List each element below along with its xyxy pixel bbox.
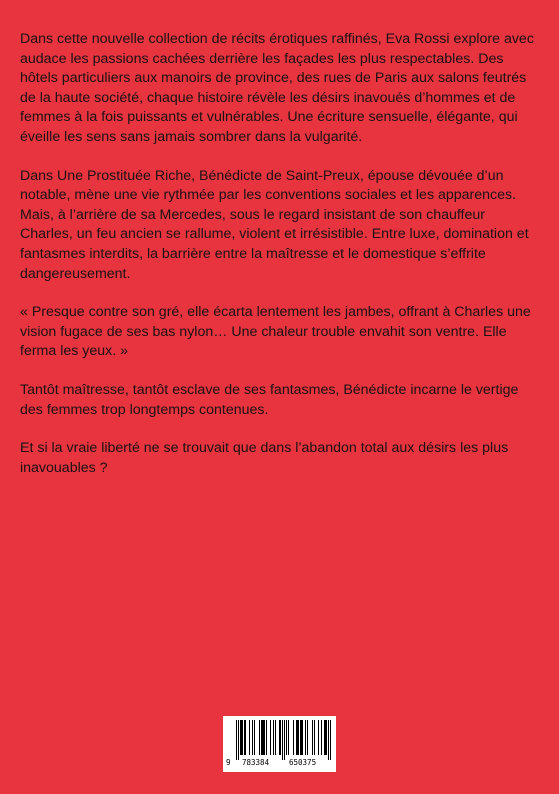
barcode-bar bbox=[286, 720, 287, 755]
barcode-bar bbox=[236, 720, 237, 760]
barcode-bar bbox=[326, 720, 327, 755]
blurb-paragraph-quote: « Presque contre son gré, elle écarta lentement les jambes, offrant à Charles une vision fugace de ses bas nylon… Une chaleur trouble envahit son ventre. Elle ferma les yeux. » bbox=[20, 304, 531, 360]
barcode-bars bbox=[223, 716, 336, 760]
barcode-bar bbox=[325, 720, 326, 755]
blurb-paragraph-synopsis: Dans Une Prostituée Riche, Bénédicte de Saint-Preux, épouse dévouée d’un notable, mène une vie rythmée par les conventions sociales et les apparences. Mais, à l’arrière de sa Mercedes, sous le regard insistant de son chauffeur Charles, un feu ancien se rallume, violent et irrésistible. Entre luxe, domination et fantasmes interdits, la barrière entre la maîtresse et le domestique s’effrite dangereusement. bbox=[20, 167, 529, 282]
barcode-bar bbox=[307, 720, 308, 755]
barcode-bar bbox=[293, 720, 294, 755]
barcode-bar bbox=[296, 720, 297, 755]
barcode-bar bbox=[288, 720, 289, 755]
barcode-bar bbox=[245, 720, 246, 755]
blurb-paragraph-character: Tantôt maîtresse, tantôt esclave de ses fantasmes, Bénédicte incarne le vertige des femmes trop longtemps contenues. bbox=[20, 381, 519, 418]
barcode-bar bbox=[324, 720, 325, 755]
barcode-bar bbox=[275, 720, 276, 755]
barcode-bar bbox=[242, 720, 243, 755]
isbn-digit-prefix: 9 bbox=[226, 758, 231, 767]
isbn-digit-group-right: 650375 bbox=[289, 758, 317, 767]
barcode-bar bbox=[264, 720, 265, 755]
barcode-bar bbox=[284, 720, 285, 760]
barcode-bar bbox=[238, 720, 239, 760]
barcode-bar bbox=[273, 720, 274, 755]
barcode-bar bbox=[297, 720, 298, 755]
barcode-bar bbox=[262, 720, 263, 755]
barcode-bar bbox=[312, 720, 313, 755]
barcode-bar bbox=[302, 720, 303, 755]
barcode-bar bbox=[254, 720, 255, 755]
barcode-bar bbox=[321, 720, 322, 755]
barcode-bar bbox=[305, 720, 306, 755]
blurb-paragraph-intro: Dans cette nouvelle collection de récits érotiques raffinés, Eva Rossi explore avec audace les passions cachées derrière les façades les plus respectables. Des hôtels particuliers aux manoirs de province, des rues de Paris aux salons feutrés de la haute société, chaque histoire révèle les désirs inavoués d’hommes et de femmes à la fois puissants et vulnérables. Une écriture sensuelle, élégante, qui éveille les sens sans jamais sombrer dans la vulgarité. bbox=[20, 31, 534, 145]
barcode-bar bbox=[300, 720, 301, 755]
barcode-bar bbox=[314, 720, 315, 755]
barcode-bar bbox=[241, 720, 242, 755]
barcode-bar bbox=[261, 720, 262, 755]
blurb bbox=[20, 30, 540, 497]
blurb-paragraph-question: Et si la vraie liberté ne se trouvait que dans l’abandon total aux désirs les plus inavouables ? bbox=[20, 440, 509, 476]
barcode-bar bbox=[270, 720, 271, 755]
barcode-bar bbox=[279, 720, 280, 755]
barcode-bar bbox=[252, 720, 253, 755]
barcode-bar bbox=[282, 720, 283, 760]
barcode-bar bbox=[259, 720, 260, 755]
barcode-bar bbox=[263, 720, 264, 755]
barcode-bar bbox=[298, 720, 299, 755]
barcode-bar bbox=[249, 720, 250, 755]
barcode-bar bbox=[301, 720, 302, 755]
barcode-bar bbox=[266, 720, 267, 755]
barcode-bar bbox=[330, 720, 331, 760]
isbn-number bbox=[223, 757, 336, 769]
barcode-bar bbox=[240, 720, 241, 755]
isbn-barcode bbox=[223, 716, 336, 772]
barcode-bar bbox=[280, 720, 281, 755]
barcode-bar bbox=[328, 720, 329, 760]
isbn-digit-group-left: 783384 bbox=[242, 758, 270, 767]
barcode-bar bbox=[244, 720, 245, 755]
barcode-bar bbox=[318, 720, 319, 755]
